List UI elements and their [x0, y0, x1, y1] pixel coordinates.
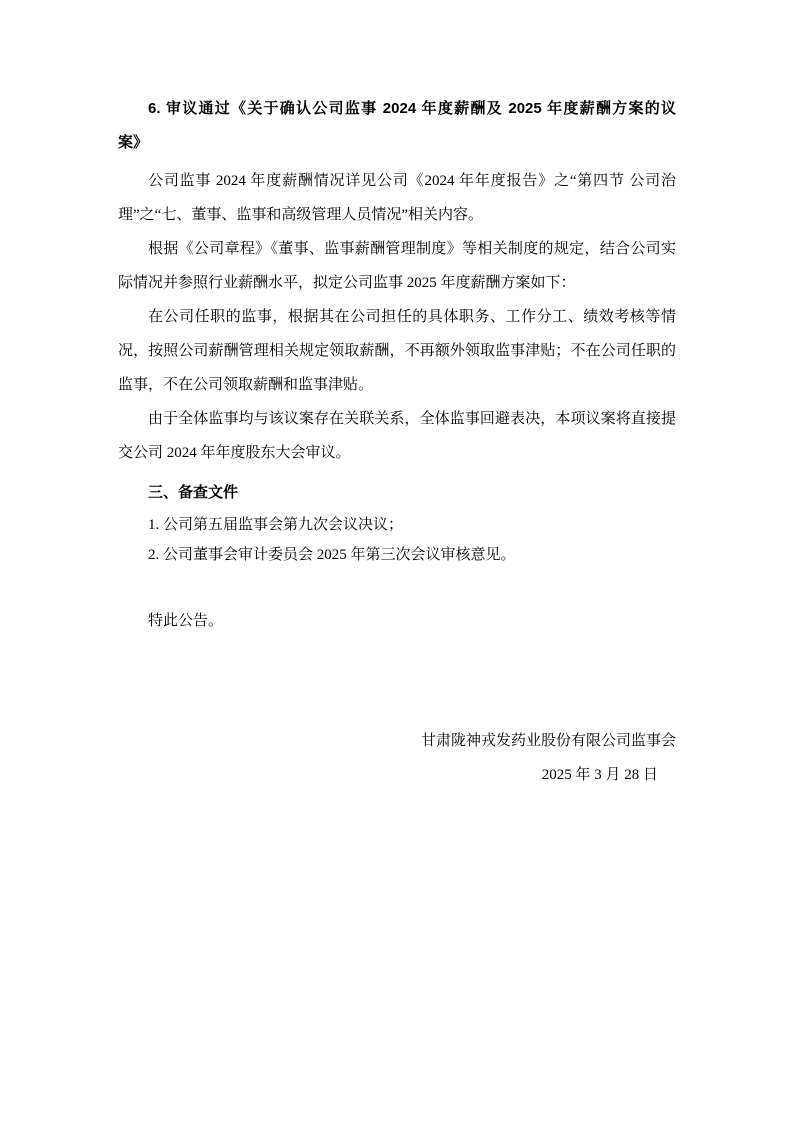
- signature-organization: 甘肃陇神戎发药业股份有限公司监事会: [420, 733, 676, 749]
- paragraph-1: 公司监事 2024 年度薪酬情况详见公司《2024 年年度报告》之“第四节 公司治理”之“七、董事、监事和高级管理人员情况”相关内容。: [118, 173, 676, 223]
- section-heading: [118, 92, 676, 160]
- subsection-heading: 三、备查文件: [148, 484, 239, 501]
- reference-item-1: 1. 公司第五届监事会第九次会议决议；: [148, 517, 404, 533]
- signature-block: [118, 724, 676, 792]
- reference-item-2: 2. 公司董事会审计委员会 2025 年第三次会议审核意见。: [148, 547, 516, 563]
- signature-date: 2025 年 3 月 28 日: [541, 767, 658, 783]
- spacer: [118, 570, 676, 604]
- paragraph-4: 由于全体监事均与该议案存在关联关系，全体监事回避表决，本项议案将直接提交公司 2024 年年度股东大会审议。: [118, 411, 676, 461]
- paragraph-2: 根据《公司章程》《董事、监事薪酬管理制度》等相关制度的规定，结合公司实际情况并参照行业薪酬水平，拟定公司监事 2025 年度薪酬方案如下：: [118, 241, 676, 291]
- section-heading-line2: 案》: [118, 134, 149, 151]
- document-body: [118, 92, 676, 792]
- section-heading-line1: 6. 审议通过《关于确认公司监事 2024 年度薪酬及 2025 年度薪酬方案的议: [148, 100, 676, 117]
- paragraph-3: 在公司任职的监事，根据其在公司担任的具体职务、工作分工、绩效考核等情况，按照公司薪酬管理相关规定领取薪酬，不再额外领取监事津贴；不在公司任职的监事，不在公司领取薪酬和监事津贴。: [118, 309, 676, 393]
- closing-notice: 特此公告。: [148, 613, 224, 629]
